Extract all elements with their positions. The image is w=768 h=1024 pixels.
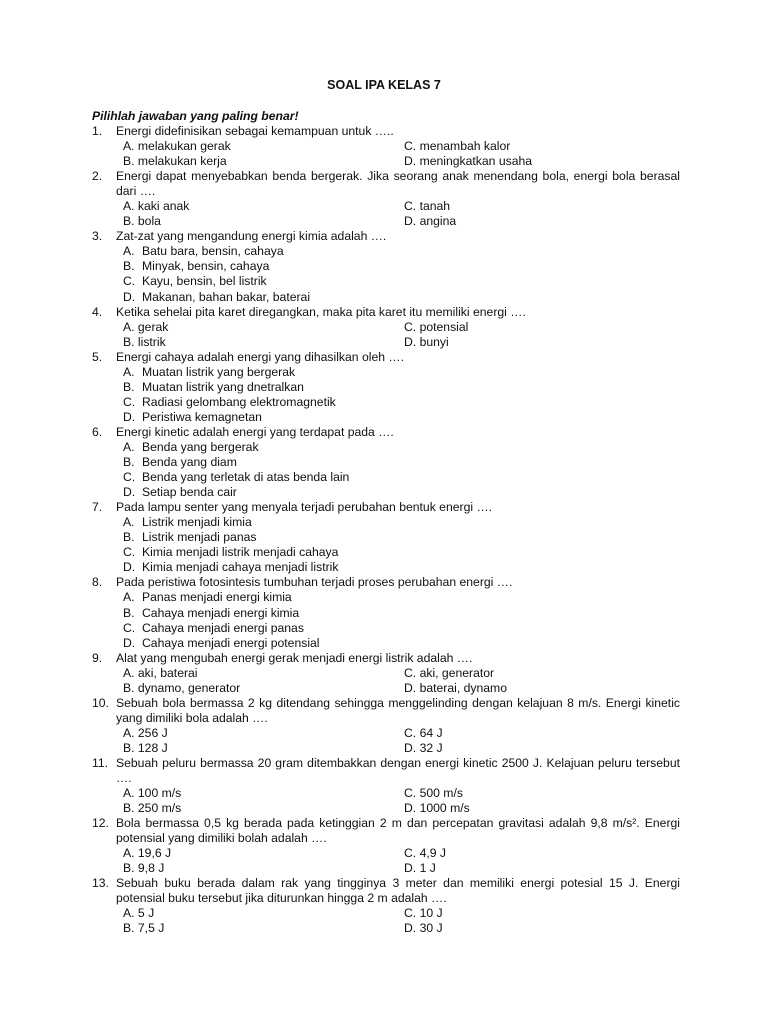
question-number: 5. (92, 349, 103, 364)
question-number: 6. (92, 424, 103, 439)
answer-option: D. 30 J (404, 921, 443, 936)
question-row (92, 229, 680, 244)
question-row (92, 651, 680, 666)
option-letter: A. (123, 515, 135, 530)
option-letter: A. (123, 244, 135, 259)
question-number: 13. (92, 876, 109, 891)
option-letter: C. (123, 470, 136, 485)
question-item (92, 169, 680, 229)
option-letter: B. (123, 530, 135, 545)
question-number: 9. (92, 650, 103, 665)
answer-option: C. 500 m/s (404, 786, 463, 801)
answer-option (123, 621, 680, 636)
option-text: Minyak, bensin, cahaya (142, 259, 270, 274)
answer-option: D. baterai, dynamo (404, 680, 507, 695)
answer-option: D. angina (404, 214, 457, 229)
answer-option: B. dynamo, generator (123, 680, 241, 695)
question-item (92, 876, 680, 936)
answer-option (123, 380, 680, 395)
option-text: Listrik menjadi kimia (142, 515, 252, 530)
answer-option (123, 515, 680, 530)
question-item (92, 651, 680, 696)
answer-options (123, 515, 680, 575)
question-row (92, 500, 680, 515)
answer-option: B. melakukan kerja (123, 154, 227, 169)
option-letter: C. (123, 545, 136, 560)
question-text: Energi dapat menyebabkan benda bergerak. Jika seorang anak menendang bola, energi bola berasal dari …. (116, 169, 680, 199)
answer-options (123, 726, 680, 756)
question-row (92, 696, 680, 726)
answer-option (123, 259, 680, 274)
answer-option: A. gerak (123, 319, 169, 334)
question-row (92, 756, 680, 786)
option-text: Peristiwa kemagnetan (142, 409, 262, 424)
question-item (92, 756, 680, 816)
answer-option: B. 9,8 J (123, 861, 165, 876)
option-text: Muatan listrik yang bergerak (142, 364, 296, 379)
option-text: Benda yang diam (142, 455, 237, 470)
answer-options (123, 244, 680, 304)
answer-option: D. bunyi (404, 334, 449, 349)
answer-options (123, 139, 680, 169)
option-letter: D. (123, 289, 136, 304)
answer-option (123, 590, 680, 605)
answer-option (123, 530, 680, 545)
option-letter: B. (123, 379, 135, 394)
answer-option (123, 410, 680, 425)
answer-options (123, 320, 680, 350)
question-number: 3. (92, 229, 103, 244)
question-number: 8. (92, 575, 103, 590)
option-letter: D. (123, 560, 136, 575)
answer-option: C. 10 J (404, 906, 443, 921)
option-letter: B. (123, 455, 135, 470)
answer-option (123, 455, 680, 470)
question-text: Energi cahaya adalah energi yang dihasilkan oleh …. (116, 349, 404, 364)
question-item (92, 816, 680, 876)
answer-option (123, 274, 680, 289)
answer-option: B. bola (123, 214, 161, 229)
answer-option: B. 128 J (123, 740, 168, 755)
answer-option: D. 1000 m/s (404, 801, 470, 816)
answer-options (123, 590, 680, 650)
question-number: 10. (92, 695, 109, 710)
answer-options (123, 199, 680, 229)
option-letter: A. (123, 364, 135, 379)
question-number: 4. (92, 304, 103, 319)
option-text: Muatan listrik yang dnetralkan (142, 379, 304, 394)
answer-option (123, 606, 680, 621)
option-letter: B. (123, 259, 135, 274)
answer-option (123, 470, 680, 485)
question-number: 7. (92, 500, 103, 515)
question-item (92, 425, 680, 500)
option-letter: A. (123, 590, 135, 605)
question-text: Zat-zat yang mengandung energi kimia adalah …. (116, 229, 387, 244)
option-text: Batu bara, bensin, cahaya (142, 244, 284, 259)
option-letter: B. (123, 605, 135, 620)
option-letter: D. (123, 485, 136, 500)
answer-option: A. aki, baterai (123, 665, 198, 680)
answer-option: D. 32 J (404, 740, 443, 755)
option-letter: C. (123, 394, 136, 409)
option-text: Cahaya menjadi energi panas (142, 620, 304, 635)
answer-option: C. 4,9 J (404, 846, 446, 861)
option-letter: D. (123, 635, 136, 650)
option-letter: A. (123, 439, 135, 454)
question-text: Energi didefinisikan sebagai kemampuan untuk ….. (116, 124, 394, 138)
option-letter: C. (123, 274, 136, 289)
option-text: Kimia menjadi listrik menjadi cahaya (142, 545, 339, 560)
answer-options (123, 906, 680, 936)
answer-option (123, 485, 680, 500)
question-item (92, 350, 680, 425)
answer-option (123, 365, 680, 380)
option-text: Radiasi gelombang elektromagnetik (142, 394, 336, 409)
question-row (92, 876, 680, 906)
option-text: Kayu, bensin, bel listrik (142, 274, 267, 289)
answer-option (123, 244, 680, 259)
option-text: Listrik menjadi panas (142, 530, 257, 545)
question-number: 2. (92, 169, 103, 184)
question-number: 11. (92, 755, 109, 770)
answer-option: A. kaki anak (123, 199, 190, 214)
answer-option: D. meningkatkan usaha (404, 154, 533, 169)
answer-option: A. 19,6 J (123, 846, 172, 861)
option-text: Cahaya menjadi energi kimia (142, 605, 300, 620)
answer-options (123, 666, 680, 696)
instruction-text: Pilihlah jawaban yang paling benar! (92, 109, 299, 123)
question-text: Ketika sehelai pita karet diregangkan, maka pita karet itu memiliki energi …. (116, 304, 526, 319)
question-text: Bola bermassa 0,5 kg berada pada ketinggian 2 m dan percepatan gravitasi adalah 9,8 m/s². Energi potensial yang dimiliki bolah adalah …. (116, 816, 680, 846)
question-number: 1. (92, 124, 103, 138)
question-item (92, 696, 680, 756)
question-row (92, 124, 680, 139)
option-text: Kimia menjadi cahaya menjadi listrik (142, 560, 339, 575)
answer-option: D. 1 J (404, 861, 436, 876)
answer-option (123, 440, 680, 455)
answer-option: A. 100 m/s (123, 786, 182, 801)
option-letter: C. (123, 620, 136, 635)
answer-option (123, 395, 680, 410)
answer-option: B. listrik (123, 334, 166, 349)
question-list (92, 124, 680, 937)
question-item (92, 500, 680, 575)
question-text: Alat yang mengubah energi gerak menjadi energi listrik adalah …. (116, 650, 473, 665)
question-number: 12. (92, 816, 109, 831)
question-text: Energi kinetic adalah energi yang terdapat pada …. (116, 424, 394, 439)
question-row (92, 425, 680, 440)
option-text: Benda yang bergerak (142, 439, 259, 454)
answer-option: C. tanah (404, 199, 451, 214)
question-item (92, 575, 680, 650)
question-item (92, 229, 680, 304)
question-text: Sebuah bola bermassa 2 kg ditendang sehingga menggelinding dengan kelajuan 8 m/s. Energi kinetic yang dimiliki bola adalah …. (116, 695, 680, 725)
question-row (92, 575, 680, 590)
option-text: Setiap benda cair (142, 485, 237, 500)
question-row (92, 816, 680, 846)
answer-option: B. 250 m/s (123, 801, 182, 816)
answer-options (123, 846, 680, 876)
answer-option (123, 545, 680, 560)
answer-option (123, 290, 680, 305)
question-row (92, 169, 680, 199)
option-text: Cahaya menjadi energi potensial (142, 635, 320, 650)
question-text: Pada peristiwa fotosintesis tumbuhan terjadi proses perubahan energi …. (116, 575, 513, 590)
answer-option: C. 64 J (404, 725, 443, 740)
option-text: Panas menjadi energi kimia (142, 590, 292, 605)
question-text: Pada lampu senter yang menyala terjadi perubahan bentuk energi …. (116, 500, 493, 515)
answer-option: A. 256 J (123, 725, 168, 740)
answer-option (123, 560, 680, 575)
option-text: Makanan, bahan bakar, baterai (142, 289, 311, 304)
answer-options (123, 786, 680, 816)
answer-option: A. 5 J (123, 906, 155, 921)
question-row (92, 305, 680, 320)
answer-option: C. potensial (404, 319, 469, 334)
option-text: Benda yang terletak di atas benda lain (142, 470, 350, 485)
question-item (92, 124, 680, 169)
question-row (92, 350, 680, 365)
question-text: Sebuah peluru bermassa 20 gram ditembakkan dengan energi kinetic 2500 J. Kelajuan peluru tersebut …. (116, 755, 680, 786)
option-letter: D. (123, 409, 136, 424)
answer-option: C. menambah kalor (404, 139, 511, 154)
answer-options (123, 440, 680, 500)
answer-option (123, 636, 680, 651)
answer-option: C. aki, generator (404, 665, 495, 680)
answer-option: B. 7,5 J (123, 921, 165, 936)
question-item (92, 305, 680, 350)
question-text: Sebuah buku berada dalam rak yang tingginya 3 meter dan memiliki energi potesial 15 J. Energi potensial buku tersebut jika diturunkan hingga 2 m adalah …. (116, 876, 680, 906)
answer-options (123, 365, 680, 425)
page-title: SOAL IPA KELAS 7 (327, 78, 441, 92)
answer-option: A. melakukan gerak (123, 139, 231, 154)
